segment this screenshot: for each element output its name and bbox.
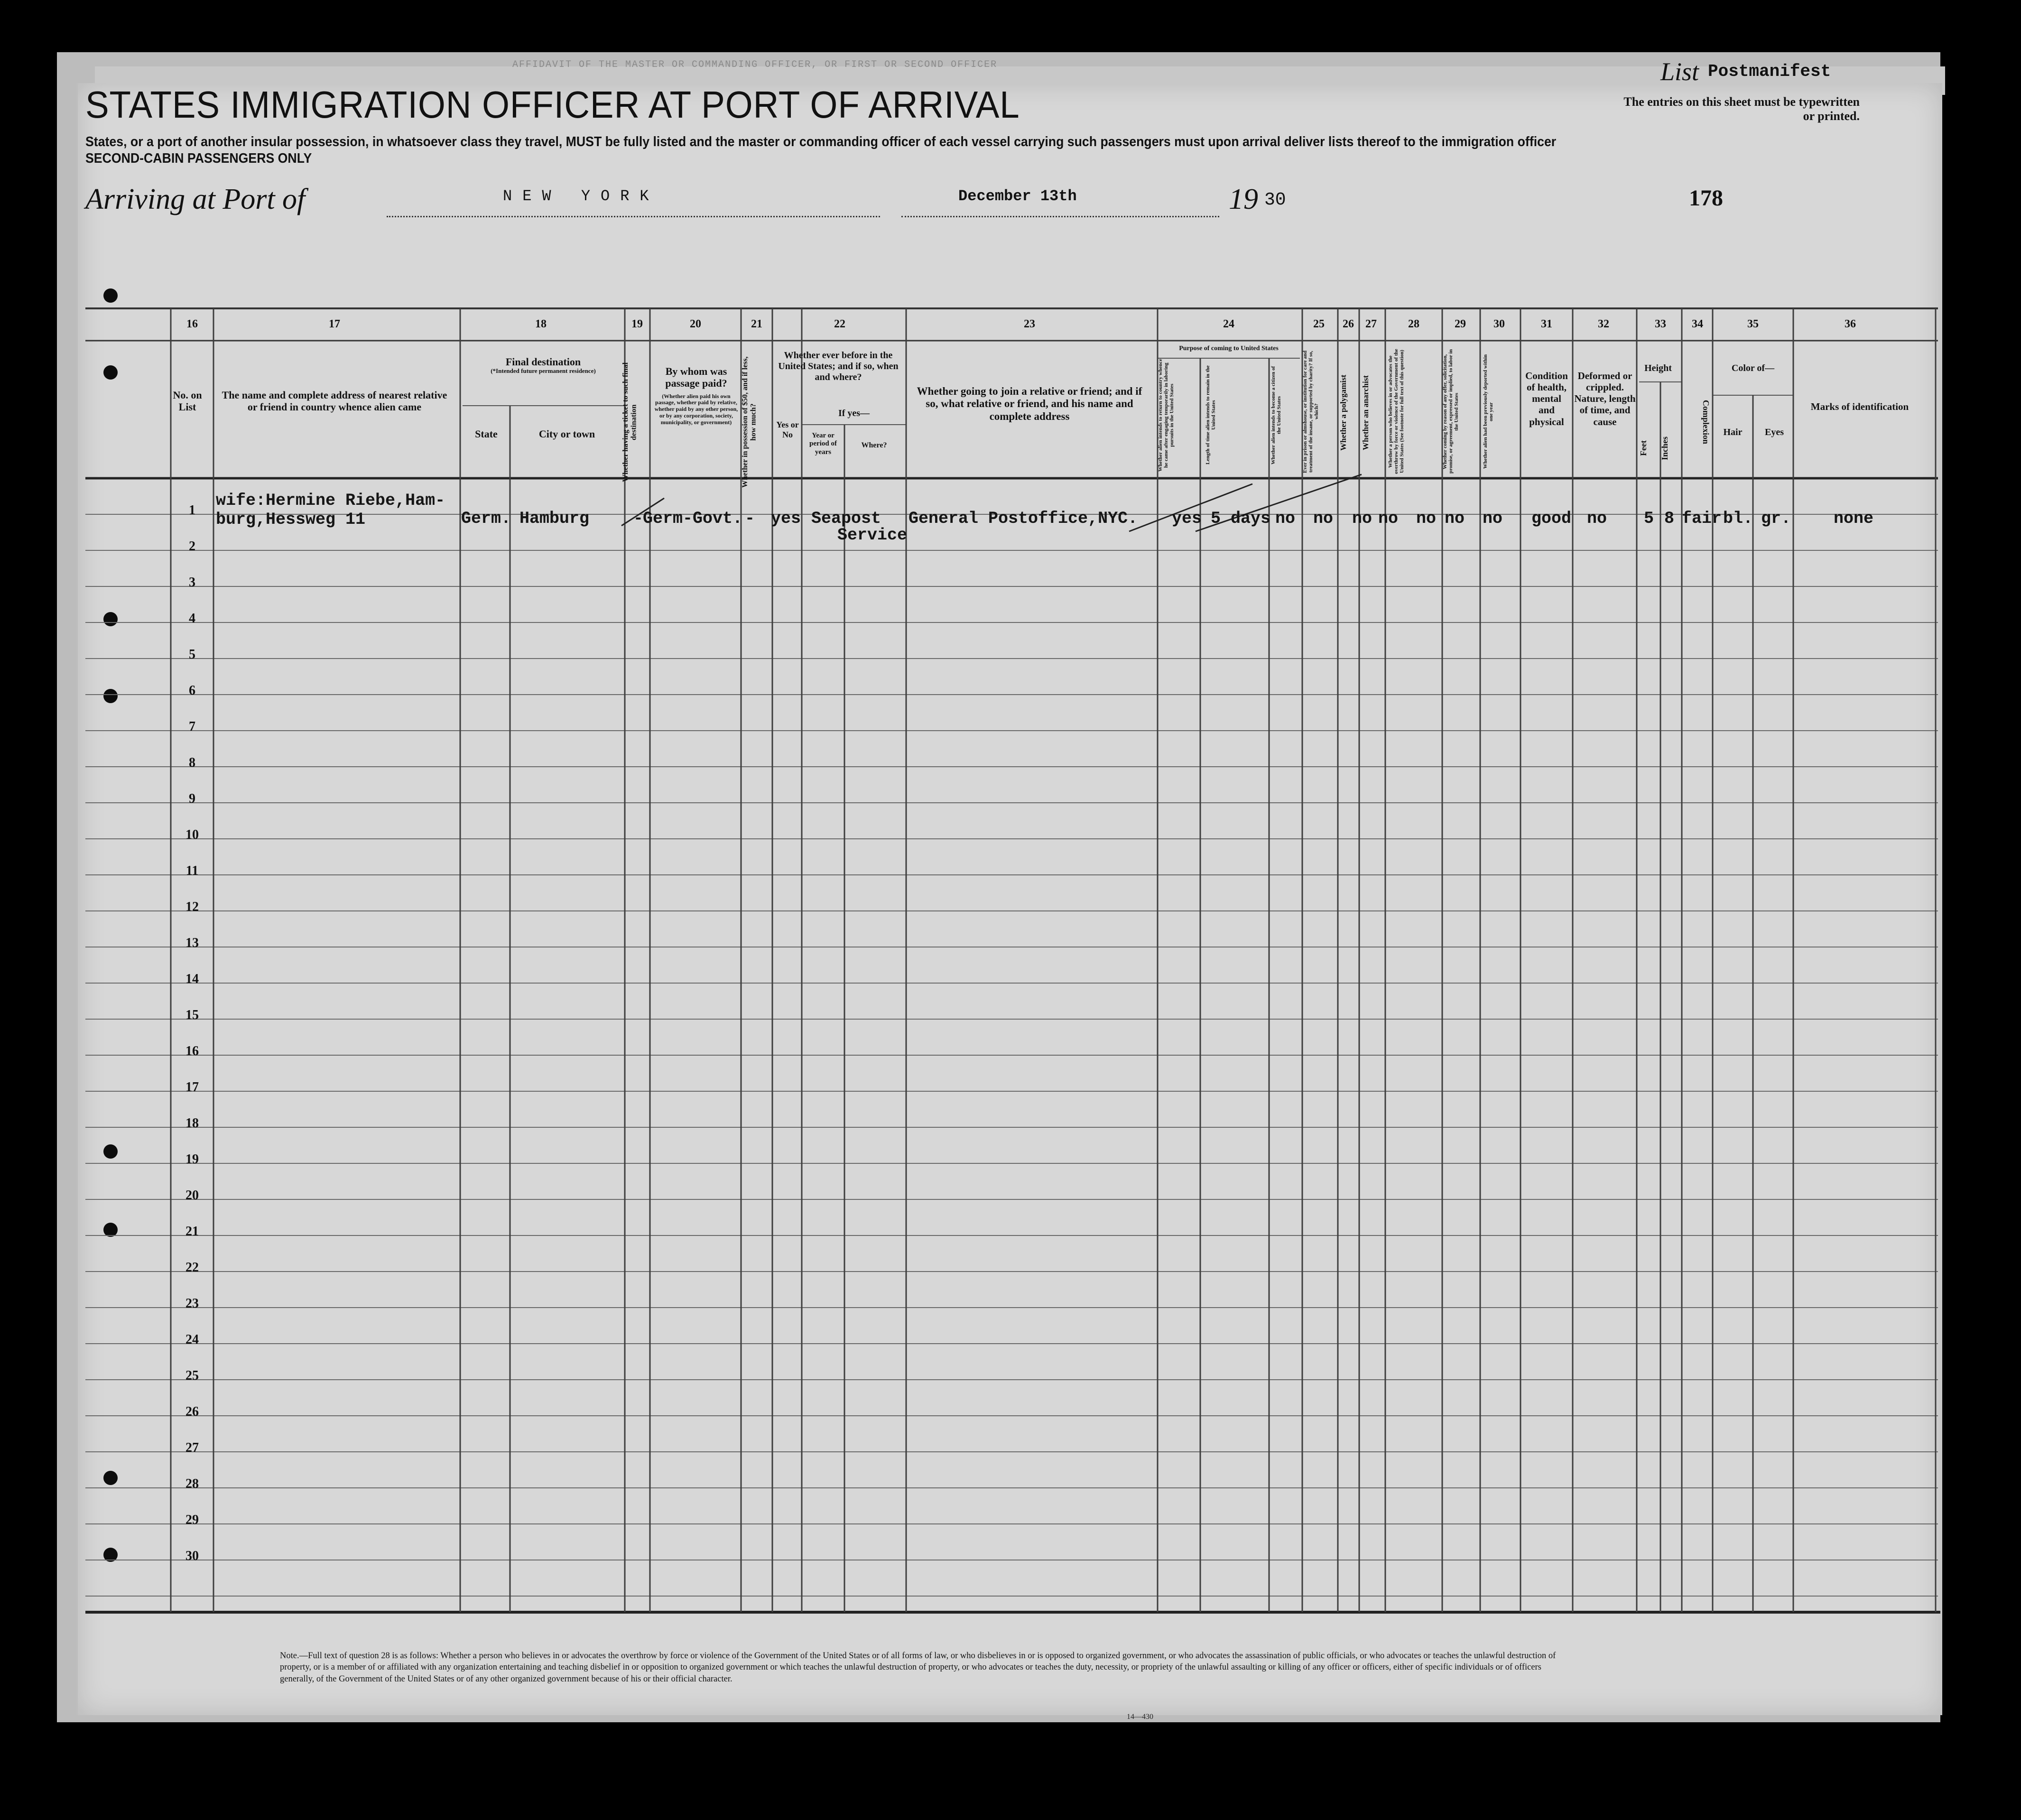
header-col33-feet: Feet (1639, 440, 1648, 456)
row-number: 9 (189, 791, 195, 806)
row-number: 10 (185, 827, 199, 842)
row-number: 19 (185, 1152, 199, 1167)
header-col32: Deformed or crippled. Nature, length of time, and cause (1574, 370, 1636, 427)
row-number: 13 (185, 936, 199, 950)
entry-length-of-stay: 5 days (1211, 509, 1271, 528)
header-col22-title: Whether ever before in the United States; and if so, when and where? (778, 350, 899, 382)
header-col28: Whether a person who believes in or advocates the overthrow by force or violence of the Government of the United States (See footnote for full text of this question) (1388, 349, 1405, 474)
header-col22-year: Year or period of years (809, 432, 837, 456)
sheet-number: 178 (1689, 186, 1723, 211)
header-col35-title: Color of— (1731, 363, 1775, 373)
arriving-label: Arriving at Port of (85, 183, 306, 215)
list-note: The entries on this sheet must be typewritten or printed. (1623, 95, 1860, 123)
passage-paid-title: By whom was passage paid? (665, 365, 727, 390)
column-number: 23 (1024, 318, 1035, 330)
entry-relative-line1: wife:Hermine Riebe,Ham- (216, 491, 445, 510)
entry-relative-line2: burg,Hessweg 11 (216, 510, 366, 529)
header-col29: Whether coming by reason of any offer, solicitation, promise, or agreement, expressed or implied, to labor in the United States (1442, 349, 1460, 474)
row-number: 23 (185, 1296, 199, 1311)
entry-ticket: - (633, 509, 644, 528)
header-state: State (475, 428, 498, 440)
entry-inches: 8 (1664, 509, 1675, 528)
entry-anarchist: no (1378, 509, 1399, 528)
header-col19: Whether having a ticket to such final destination (621, 362, 638, 483)
entry-health: good (1531, 509, 1572, 528)
form-number: 14—430 (1127, 1713, 1153, 1721)
header-col27: Whether an anarchist (1361, 375, 1370, 451)
row-number: 27 (185, 1440, 199, 1455)
entry-deformed: no (1587, 509, 1607, 528)
header-col33-inches: Inches (1660, 436, 1669, 461)
column-number: 25 (1313, 318, 1325, 330)
header-col34: Complexion (1701, 400, 1711, 445)
column-number: 30 (1493, 318, 1505, 330)
header-no-on-list: No. on List (173, 389, 202, 413)
row-number: 14 (185, 972, 199, 986)
row-number: 18 (185, 1116, 199, 1131)
entry-passage-paid: Germ-Govt. (643, 509, 743, 528)
column-number: 27 (1365, 318, 1377, 330)
entry-before-where-1: Seapost (811, 509, 881, 528)
column-number: 29 (1455, 318, 1466, 330)
passage-paid-note: (Whether alien paid his own passage, whether paid by relative, whether paid by any other person, or by any corporation, society, municipality, or government) (654, 392, 738, 426)
header-city: City or town (538, 428, 595, 440)
column-number: 26 (1343, 318, 1354, 330)
entry-before-where-2: Service (837, 526, 908, 545)
column-number: 22 (834, 318, 845, 330)
row-number: 8 (189, 755, 195, 770)
row-number: 11 (185, 864, 199, 878)
entry-complexion: fair (1682, 509, 1722, 528)
header-col24-title: Purpose of coming to United States (1179, 345, 1279, 352)
row-number: 21 (185, 1224, 199, 1239)
subtitle-class: SECOND-CABIN PASSENGERS ONLY (85, 151, 312, 166)
column-number: 16 (186, 318, 198, 330)
final-destination-note: (*Intended future permanent residence) (491, 367, 596, 375)
header-col23: Whether going to join a relative or friend; and if so, what relative or friend, and his name and complete address (917, 385, 1142, 422)
row-number: 3 (189, 575, 195, 590)
column-number: 33 (1655, 318, 1666, 330)
entry-eyes: gr. (1761, 509, 1791, 528)
entry-return-intent: yes (1172, 509, 1202, 528)
entry-city: Hamburg (519, 509, 590, 528)
header-col31: Condition of health, mental and physical (1525, 370, 1568, 427)
header-final-destination (463, 356, 624, 375)
column-number: 28 (1408, 318, 1419, 330)
row-number: 5 (189, 647, 195, 662)
entry-before-yes: yes (771, 509, 801, 528)
list-label: List (1660, 57, 1699, 86)
column-number: 35 (1747, 318, 1759, 330)
header-col26: Whether a polygamist (1339, 374, 1348, 451)
header-col24-b: Length of time alien intends to remain in the United States (1205, 365, 1217, 465)
row-number: 7 (189, 719, 195, 734)
year-prefix: 19 (1229, 183, 1258, 215)
entry-polygamist: no (1352, 509, 1372, 528)
entry-offer: no (1445, 509, 1465, 528)
year-suffix: 30 (1264, 190, 1286, 210)
header-col24-c: Whether alien intends to become a citizen of the United States (1270, 366, 1282, 464)
row-number: 1 (189, 503, 195, 518)
header-col24-a: Whether alien intends to return to country whence he came after engaging temporarily in laboring pursuits in the United States (1158, 359, 1175, 472)
row-number: 12 (185, 900, 199, 914)
row-number: 2 (189, 539, 195, 554)
row-number: 16 (185, 1044, 199, 1059)
row-number: 17 (185, 1080, 199, 1095)
header-col22-ifyes: If yes— (838, 408, 870, 418)
row-number: 6 (189, 683, 195, 698)
date-value: December 13th (958, 187, 1077, 205)
port-value: NEW YORK (503, 187, 659, 205)
column-number: 20 (690, 318, 701, 330)
row-number: 30 (185, 1549, 199, 1563)
column-number: 36 (1845, 318, 1856, 330)
entry-hair: bl. (1723, 509, 1753, 528)
header-col22-yesno: Yes or No (776, 420, 799, 439)
entry-citizen: no (1275, 509, 1296, 528)
row-number: 29 (185, 1513, 199, 1527)
row-number: 28 (185, 1476, 199, 1491)
header-col35-hair: Hair (1723, 427, 1743, 437)
entry-state: Germ. (461, 509, 511, 528)
column-number: 17 (329, 318, 340, 330)
column-number: 32 (1598, 318, 1609, 330)
row-number: 20 (185, 1188, 199, 1203)
entry-feet: 5 (1644, 509, 1654, 528)
header-col35-eyes: Eyes (1765, 427, 1784, 437)
column-number: 34 (1692, 318, 1703, 330)
entry-marks: none (1834, 509, 1874, 528)
entry-overthrow: no (1416, 509, 1437, 528)
column-number: 19 (631, 318, 643, 330)
header-col25: Ever in prison or almshouse, or institution for care and treatment of the insane, or supported by charity? If so, which? (1302, 350, 1320, 473)
row-number: 4 (189, 611, 195, 626)
entry-joining: General Postoffice,NYC. (909, 509, 1138, 528)
subtitle-instructions: States, or a port of another insular possession, in whatsoever class they travel, MUST be fully listed and the master or commanding officer of each vessel carrying such passengers must upon arrival deliver lists thereof to the immigration officer (85, 134, 1557, 149)
row-number: 22 (185, 1260, 199, 1275)
final-destination-title: Final destination (505, 356, 581, 368)
footnote-question-28: Note.—Full text of question 28 is as follows: Whether a person who believes in or advocates the overthrow by force or violence of the Government of the United States or of all forms of law, or who disbelieves in or is opposed to organized government, or who advocates the assassination of public officials, or who advocates or teaches the unlawful destruction of property, or is a member of or affiliated with any organization entertaining and teaching disbelief in or opposition to organized government or which teaches the unlawful destruction of property, or who advocates or teaches the duty, necessity, or propriety of the unlawful assaulting or killing of any officer or officers, either of specific individuals or of officers generally, of the Government of the United States or of any other organized government because of his or their official character. (280, 1651, 1556, 1684)
row-number: 24 (185, 1332, 199, 1347)
header-col33-title: Height (1644, 363, 1672, 373)
entry-prison: no (1313, 509, 1334, 528)
faint-affidavit-heading: AFFIDAVIT OF THE MASTER OR COMMANDING OFFICER, OR FIRST OR SECOND OFFICER (512, 59, 998, 70)
row-number: 15 (185, 1008, 199, 1022)
column-number: 21 (751, 318, 762, 330)
header-col21: Whether in possession of $50, and if less, how much? (741, 356, 758, 488)
entry-deported: no (1483, 509, 1503, 528)
header-passage-paid (652, 365, 740, 426)
column-number: 18 (535, 318, 547, 330)
header-col17: The name and complete address of nearest relative or friend in country whence alien came (222, 389, 447, 413)
row-number: 25 (185, 1368, 199, 1383)
header-col22-where: Where? (861, 441, 887, 449)
page-title: STATES IMMIGRATION OFFICER AT PORT OF ARRIVAL (85, 84, 1020, 126)
header-col36: Marks of identification (1810, 401, 1909, 412)
list-value: Postmanifest (1708, 62, 1831, 81)
column-number: 24 (1223, 318, 1234, 330)
row-number: 26 (185, 1404, 199, 1419)
column-number: 31 (1541, 318, 1552, 330)
entry-money: - (745, 509, 755, 528)
header-col30: Whether alien had been previously deported within one year (1483, 354, 1494, 469)
